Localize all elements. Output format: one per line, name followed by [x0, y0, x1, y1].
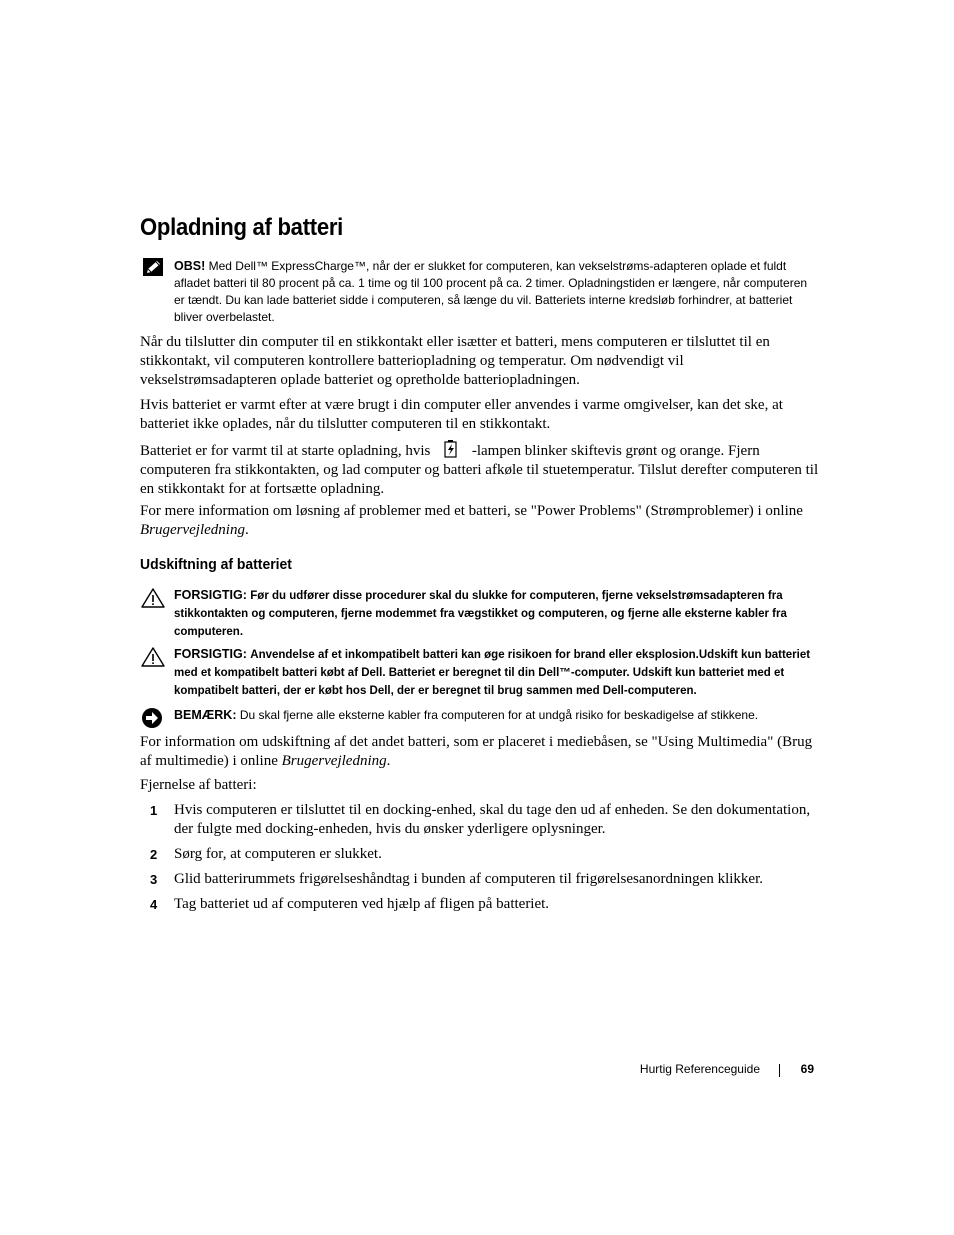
paragraph-removal-intro: Fjernelse af batteri: [140, 777, 257, 793]
step-text: Glid batterirummets frigørelseshåndtag i bunden af computeren til frigørelsesanordningen klikker. [174, 871, 763, 887]
second-battery-text: For information om udskiftning af det andet batteri, som er placeret i mediebåsen, se "Using Multimedia" (Brug af multimedie) i online [140, 734, 813, 769]
notice-label: BEMÆRK: [174, 708, 237, 722]
paragraph-connect: Når du tilslutter din computer til en stikkontakt eller isætter et batteri, mens computeren er tilsluttet til en stikkontakt, vil computeren kontrollere batteriopladning og temperatur. Om nødvendigt vil vekselstrømsadapteren oplade batteriet og opretholde batteriopladningen. [140, 334, 770, 388]
paragraph-warm-battery: Hvis batteriet er varmt efter at være brugt i din computer eller anvendes i varme omgivelser, kan det ske, at batteriet ikke oplades, når du tilslutter computeren til en stikkontakt. [140, 397, 783, 432]
more-info-text: For mere information om løsning af problemer med et batteri, se "Power Problems" (Strømproblemer) i online [140, 503, 803, 519]
battery-lamp-icon [436, 440, 466, 458]
footer-separator [779, 1064, 780, 1077]
step-text: Sørg for, at computeren er slukket. [174, 846, 382, 862]
more-info-period: . [244, 522, 249, 538]
notice-text: Du skal fjerne alle eksterne kabler fra computeren for at undgå risiko for beskadigelse af stikkene. [239, 708, 759, 722]
caution-block-2 [140, 646, 816, 700]
step-number: 3 [150, 872, 158, 887]
too-hot-text-end: -lampen blinker skiftevis grønt og orange. Fjern computeren fra stikkontakten, og lad computer og batteri afkøle til stuetemperatur. Tilslut derefter computeren til en stikkontakt for at fortsætte opladning. [140, 443, 819, 497]
step-text: Hvis computeren er tilsluttet til en docking-enhed, skal du tage den ud af enheden. Se den dokumentation, der fulgte med docking-enheden, hvis du ønsker yderligere oplysninger. [174, 802, 811, 837]
caution-block-1 [140, 587, 816, 641]
second-battery-period: . [386, 753, 391, 769]
step-text: Tag batteriet ud af computeren ved hjælp af fligen på batteriet. [174, 896, 550, 912]
warning-triangle-icon [140, 587, 166, 609]
warning-triangle-icon [140, 646, 166, 668]
paragraph-too-hot [140, 440, 820, 499]
note-label: OBS! [174, 259, 206, 273]
note-text: Med Dell™ ExpressCharge™, når der er slukket for computeren, kan vekselstrøms-adapteren oplade et fuldt afladet batteri til 80 procent på ca. 1 time og til 100 procent på ca. 2 timer. Opladningstiden er længere, når computeren er tændt. Du kan lade batteriet sidde i computeren, så længe du vil. Batteriets interne kredsløb forhindrer, at batteriet bliver overbelastet. [174, 259, 808, 324]
notice-arrow-icon [140, 707, 166, 729]
paragraph-more-info [140, 502, 820, 540]
page-heading: Opladning af batteri [140, 214, 344, 241]
step-number: 4 [150, 897, 158, 912]
step-number: 2 [150, 847, 158, 862]
notice-block [140, 707, 816, 724]
pencil-note-icon [140, 258, 166, 280]
step-item [140, 895, 820, 914]
caution-2-text: Anvendelse af et inkompatibelt batteri kan øge risikoen for brand eller eksplosion.Udskift kun batteriet med et kompatibelt batteri købt af Dell. Batteriet er beregnet til din Dell™-computer. Udskift kun batteriet med et kompatibelt batteri, der er købt hos Dell, der er beregnet til brug sammen med Dell-computeren. [174, 649, 811, 697]
step-item [140, 801, 820, 839]
caution-1-label: FORSIGTIG: [174, 588, 247, 602]
too-hot-text-start: Batteriet er for varmt til at starte opladning, hvis [140, 443, 431, 459]
step-number: 1 [150, 803, 158, 818]
step-item [140, 870, 820, 889]
caution-2-label: FORSIGTIG: [174, 647, 247, 661]
page-footer [600, 1062, 816, 1080]
step-item [140, 845, 820, 864]
paragraph-second-battery [140, 733, 820, 771]
user-guide-reference-2: Brugervejledning [281, 753, 387, 769]
subheading-replace-battery: Udskiftning af batteriet [140, 556, 292, 573]
note-block [140, 258, 816, 326]
user-guide-reference: Brugervejledning [140, 522, 245, 538]
footer-guide-title: Hurtig Referenceguide [639, 1062, 760, 1076]
caution-1-text: Før du udfører disse procedurer skal du slukke for computeren, fjerne vekselstrømsadapteren fra stikkontakten og computeren, fjerne modemmet fra vægstikket og computeren, og fjerne alle eksterne kabler fra computeren. [174, 590, 787, 638]
page-number: 69 [800, 1062, 814, 1076]
